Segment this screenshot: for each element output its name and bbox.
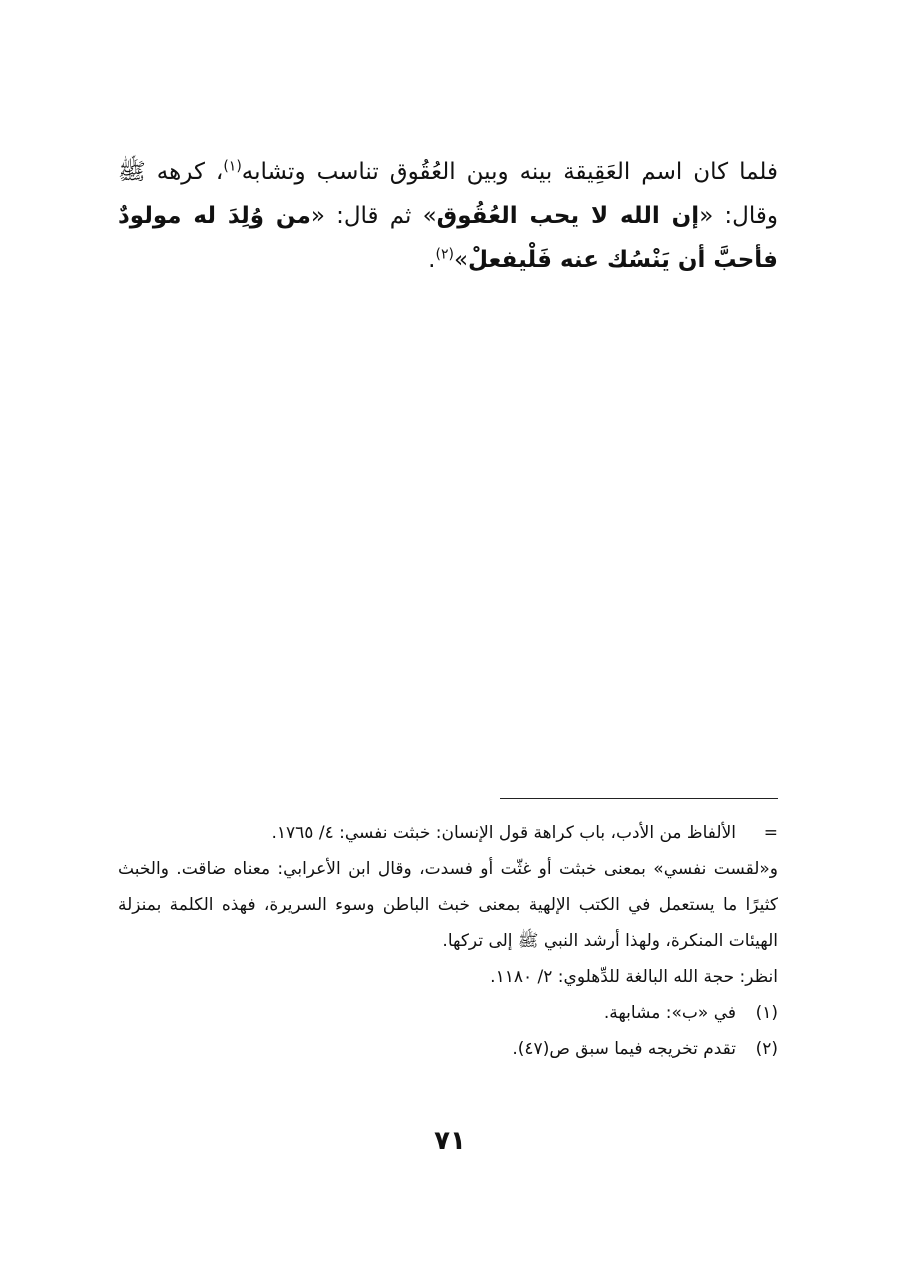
main-text-segment: » ثم قال: « [310, 203, 437, 229]
main-text-block [118, 150, 778, 282]
footnote-text: في «ب»: مشابهة. [603, 1003, 736, 1023]
continuation-marker: = [763, 823, 778, 843]
continuation-line-2: و«لقست نفسي» بمعنى خبثت أو غثّت أو فسدت، وقال ابن الأعرابي: معناه ضاقت. والخبث كثيرًا ما يستعمل في الكتب الإلهية بمعنى خبث الباطن وسوء السريرة، فهذه الكلمة بمنزلة الهيئات المنكرة، ولهذا أرشد النبي ﷺ إلى تركها. [118, 859, 778, 951]
main-text-segment: وقال: « [699, 203, 778, 229]
hadith-quote-2: من وُلِدَ له مولودٌ فأحبَّ أن يَنْسُك عنه فَلْيفعلْ [118, 203, 778, 273]
footnote-item-2 [118, 1031, 778, 1067]
footnotes-section [118, 815, 778, 1067]
main-text-segment: ، كرهه ﷺ [118, 159, 224, 185]
footnote-marker: (٢) [755, 1039, 778, 1059]
main-text-segment: » [453, 247, 469, 273]
main-text-segment: فلما كان اسم العَقِيقة بينه وبين العُقُوق تناسب وتشابه [241, 159, 778, 185]
footnote-ref-2: (٢) [435, 246, 454, 263]
page-number: ٧١ [434, 1126, 466, 1156]
continuation-line-3: انظر: حجة الله البالغة للدِّهلوي: ٢/ ١١٨٠. [490, 967, 778, 987]
footnote-text: تقدم تخريجه فيما سبق ص(٤٧). [512, 1039, 736, 1059]
footnote-continuation [118, 815, 778, 851]
continuation-line-1: الألفاظ من الأدب، باب كراهة قول الإنسان: خبثت نفسي: ٤/ ١٧٦٥. [271, 823, 736, 843]
main-text-segment: . [428, 247, 436, 273]
footnote-marker: (١) [755, 1003, 778, 1023]
footnote-separator [500, 798, 778, 799]
footnote-ref-1: (١) [223, 158, 242, 175]
hadith-quote-1: إن الله لا يحب العُقُوق [436, 203, 700, 229]
main-paragraph [118, 150, 778, 282]
footnote-item-1 [118, 995, 778, 1031]
